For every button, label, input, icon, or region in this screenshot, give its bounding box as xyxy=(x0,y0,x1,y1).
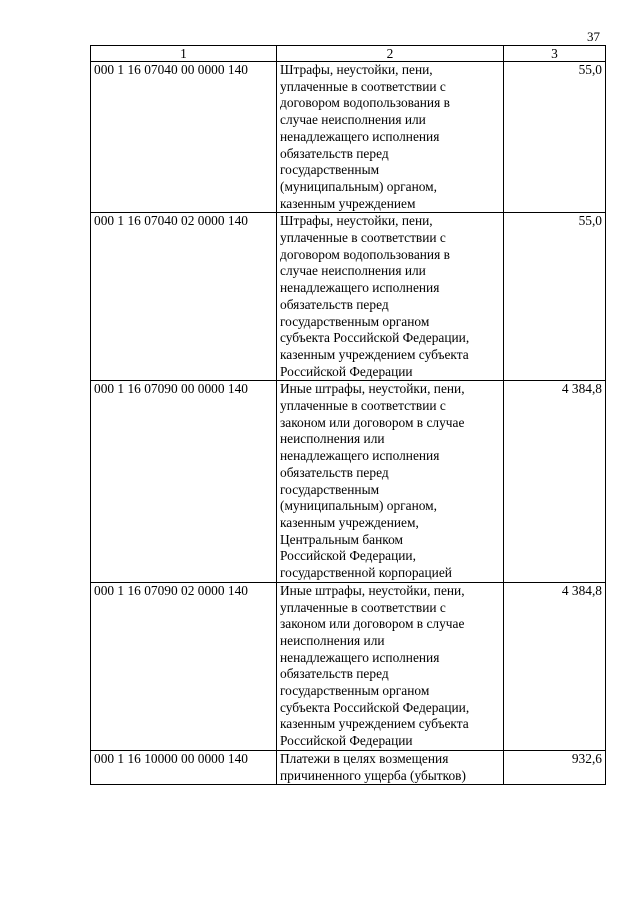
revenue-name-line: ненадлежащего исполнения xyxy=(280,448,440,464)
revenue-name-line: Иные штрафы, неустойки, пени, xyxy=(280,582,465,598)
revenue-name-line: субъекта Российской Федерации, xyxy=(280,330,470,346)
revenue-name-line: Штрафы, неустойки, пени, xyxy=(280,213,433,229)
revenue-name-line: ненадлежащего исполнения xyxy=(280,280,440,296)
revenue-name-line: (муниципальным) органом, xyxy=(280,178,438,194)
revenue-name-line: ненадлежащего исполнения xyxy=(280,128,440,144)
revenue-name-line: Платежи в целях возмещения xyxy=(280,750,449,766)
revenue-name-line: уплаченные в соответствии с xyxy=(280,599,446,615)
revenue-name-line: случае неисполнения или xyxy=(280,112,426,128)
revenue-code-cell: 000 1 16 07040 00 0000 140 xyxy=(91,62,277,213)
revenue-name-line: законом или договором в случае xyxy=(280,616,465,632)
table-row xyxy=(91,381,606,582)
revenue-name-cell xyxy=(277,62,504,213)
header-col-3: 3 xyxy=(504,46,606,62)
revenue-name-line: Российской Федерации, xyxy=(280,548,416,564)
revenue-code-cell: 000 1 16 07090 00 0000 140 xyxy=(91,381,277,582)
revenue-name-line: уплаченные в соответствии с xyxy=(280,78,446,94)
revenue-name-line: Штрафы, неустойки, пени, xyxy=(280,62,433,77)
revenue-name-line: уплаченные в соответствии с xyxy=(280,398,446,414)
revenue-name-line: обязательств перед xyxy=(280,145,389,161)
revenue-name-line: казенным учреждением xyxy=(280,195,416,211)
amount-cell: 55,0 xyxy=(504,213,606,381)
revenue-name-line: причиненного ущерба (убытков) xyxy=(280,767,466,783)
budget-table xyxy=(90,45,606,785)
revenue-name-line: договором водопользования в xyxy=(280,246,450,262)
revenue-code-cell: 000 1 16 07090 02 0000 140 xyxy=(91,582,277,750)
revenue-name-cell xyxy=(277,582,504,750)
header-col-2: 2 xyxy=(277,46,504,62)
header-col-1: 1 xyxy=(91,46,277,62)
table-row xyxy=(91,582,606,750)
revenue-name-line: казенным учреждением субъекта xyxy=(280,716,469,732)
revenue-name-line: государственной корпорацией xyxy=(280,565,452,581)
table-row xyxy=(91,62,606,213)
revenue-name-line: государственным органом xyxy=(280,313,430,329)
revenue-name-line: случае неисполнения или xyxy=(280,263,426,279)
revenue-code-cell: 000 1 16 07040 02 0000 140 xyxy=(91,213,277,381)
revenue-name-line: неисполнения или xyxy=(280,431,385,447)
revenue-name-cell xyxy=(277,750,504,784)
revenue-name-line: договором водопользования в xyxy=(280,95,450,111)
revenue-name-line: Российской Федерации xyxy=(280,363,413,379)
revenue-name-line: обязательств перед xyxy=(280,464,389,480)
revenue-name-line: неисполнения или xyxy=(280,632,385,648)
revenue-name-line: Центральным банком xyxy=(280,531,403,547)
revenue-name-line: субъекта Российской Федерации, xyxy=(280,699,470,715)
revenue-name-cell xyxy=(277,381,504,582)
amount-cell: 932,6 xyxy=(504,750,606,784)
revenue-name-line: государственным органом xyxy=(280,683,430,699)
revenue-code-cell: 000 1 16 10000 00 0000 140 xyxy=(91,750,277,784)
table-header-row xyxy=(91,46,606,62)
revenue-name-line: (муниципальным) органом, xyxy=(280,498,438,514)
revenue-name-line: обязательств перед xyxy=(280,296,389,312)
amount-cell: 55,0 xyxy=(504,62,606,213)
revenue-name-line: уплаченные в соответствии с xyxy=(280,230,446,246)
revenue-name-line: обязательств перед xyxy=(280,666,389,682)
revenue-name-line: государственным xyxy=(280,162,380,178)
amount-cell: 4 384,8 xyxy=(504,582,606,750)
page-number: 37 xyxy=(587,29,600,44)
table-row xyxy=(91,213,606,381)
revenue-name-line: законом или договором в случае xyxy=(280,414,465,430)
revenue-name-line: Иные штрафы, неустойки, пени, xyxy=(280,381,465,397)
revenue-name-line: Российской Федерации xyxy=(280,733,413,749)
amount-cell: 4 384,8 xyxy=(504,381,606,582)
revenue-name-cell xyxy=(277,213,504,381)
revenue-name-line: ненадлежащего исполнения xyxy=(280,649,440,665)
table-body xyxy=(91,62,606,785)
revenue-name-line: государственным xyxy=(280,481,380,497)
revenue-name-line: казенным учреждением, xyxy=(280,514,419,530)
revenue-name-line: казенным учреждением субъекта xyxy=(280,346,469,362)
table-row xyxy=(91,750,606,784)
